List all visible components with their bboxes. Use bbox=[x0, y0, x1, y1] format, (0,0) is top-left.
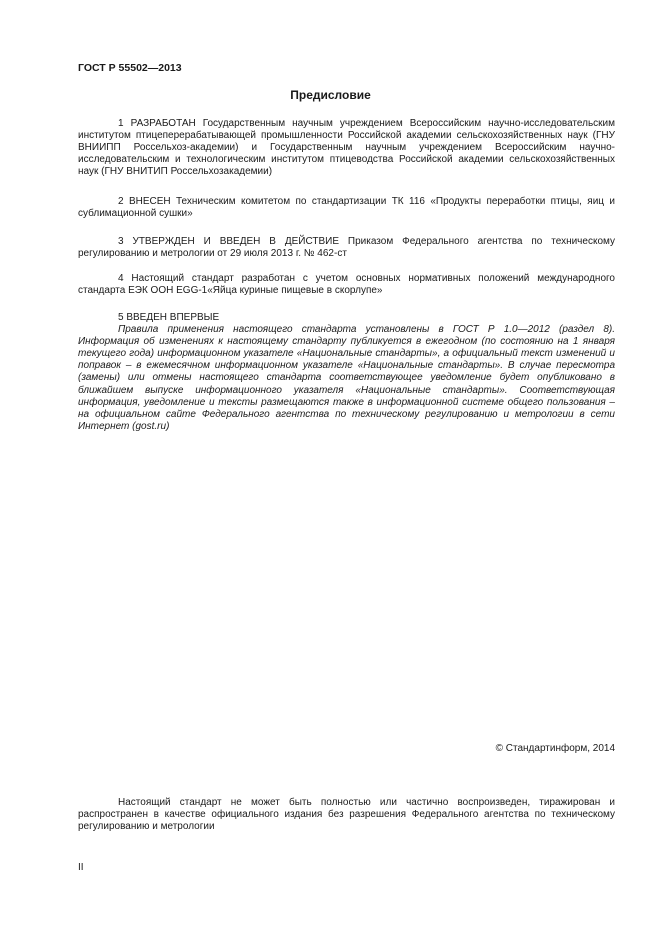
foreword-item-5: 5 ВВЕДЕН ВПЕРВЫЕ bbox=[118, 312, 220, 323]
copyright-line: © Стандартинформ, 2014 bbox=[495, 743, 615, 754]
page-number: II bbox=[78, 862, 84, 873]
item-3-block bbox=[78, 236, 615, 260]
foreword-item-4: 4 Настоящий стандарт разработан с учетом основных нормативных положений международного стандарта ЕЭК ООН EGG-1«Яйца куриные пищевые в скорлупе» bbox=[78, 273, 615, 297]
foreword-item-2: 2 ВНЕСЕН Техническим комитетом по стандартизации ТК 116 «Продукты переработки птицы, яиц и сублимационной сушки» bbox=[78, 196, 615, 220]
item-1-block bbox=[78, 118, 615, 178]
document-code: ГОСТ Р 55502—2013 bbox=[78, 62, 182, 74]
foreword-item-3: 3 УТВЕРЖДЕН И ВВЕДЕН В ДЕЙСТВИЕ Приказом Федерального агентства по техническому регулированию и метрологии от 29 июля 2013 г. № 462-ст bbox=[78, 236, 615, 260]
page-title: Предисловие bbox=[290, 88, 371, 102]
footer-notice-block bbox=[78, 797, 615, 833]
item-5-block bbox=[78, 312, 615, 433]
rules-note: Правила применения настоящего стандарта установлены в ГОСТ Р 1.0—2012 (раздел 8). Информация об изменениях к настоящему стандарту публикуется в ежегодном (по состоянию на 1 января текущего года) информационном указателе «Национальные стандарты», а официальный текст изменений и поправок – в ежемесячном информационном указателе «Национальные стандарты». В случае пересмотра (замены) или отмены настоящего стандарта соответствующее уведомление будет опубликовано в ближайшем выпуске информационного указателя «Национальные стандарты». Соответствующая информация, уведомление и тексты размещаются также в информационной системе общего пользования – на официальном сайте Федерального агентства по техническому регулированию и метрологии в сети Интернет (gost.ru) bbox=[78, 324, 615, 432]
item-2-block bbox=[78, 196, 615, 220]
footer-notice: Настоящий стандарт не может быть полностью или частично воспроизведен, тиражирован и распространен в качестве официального издания без разрешения Федерального агентства по техническому регулированию и метрологии bbox=[78, 797, 615, 833]
foreword-item-1: 1 РАЗРАБОТАН Государственным научным учреждением Всероссийским научно-исследовательским институтом птицеперерабатывающей промышленности Российской академии сельскохозяйственных наук (ГНУ ВНИИПП Россельхоз-академии) и Государственным научным учреждением Всероссийским научно-исследовательским и технологическим институтом птицеводства Российской академии сельскохозяйственных наук (ГНУ ВНИТИП Россельхозакадемии) bbox=[78, 118, 615, 178]
item-4-block bbox=[78, 273, 615, 297]
